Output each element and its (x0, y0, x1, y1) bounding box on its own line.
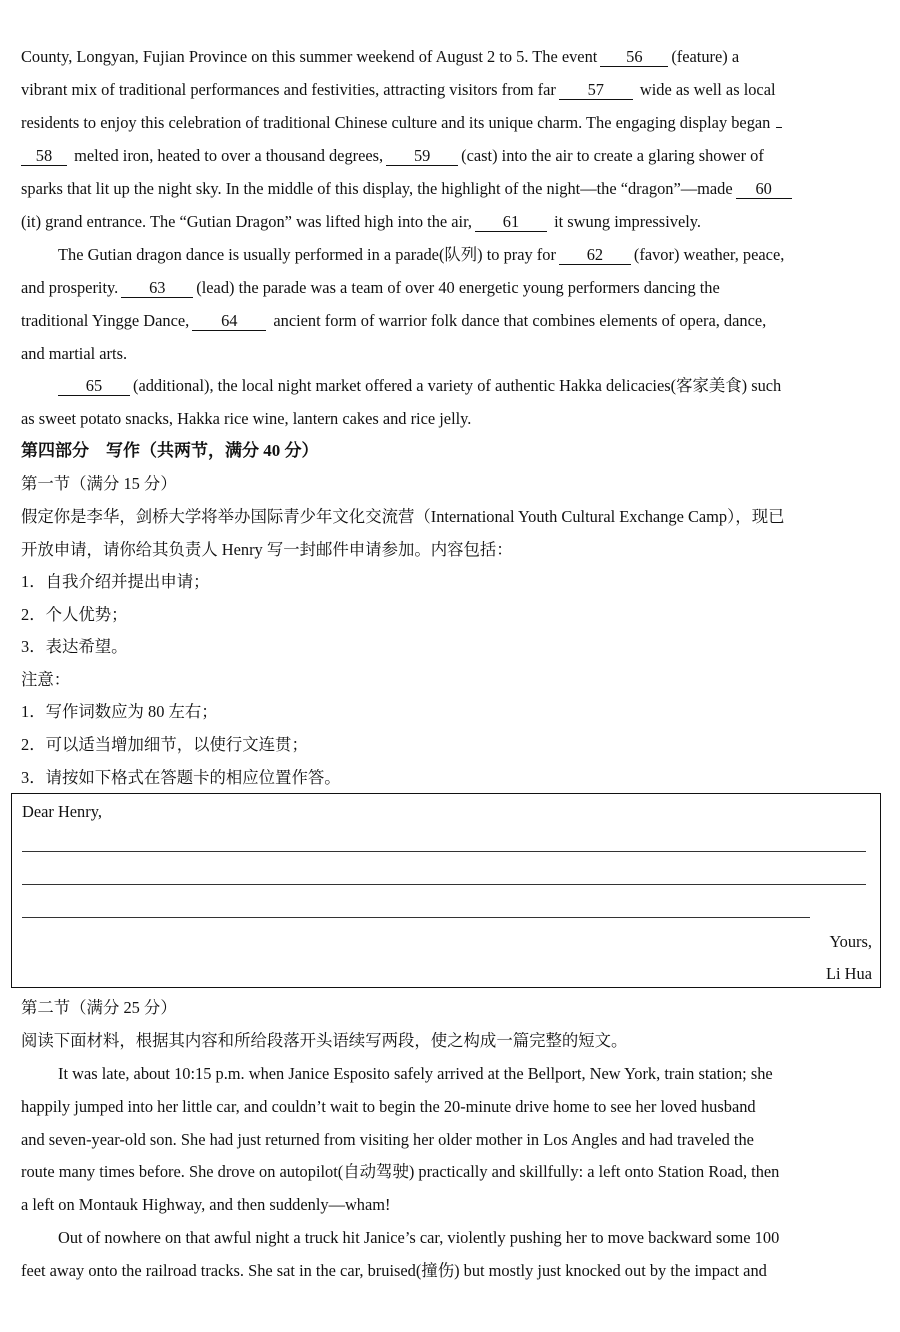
cloze-line-6 (21, 212, 701, 232)
story-line-7: feet away onto the railroad tracks. She sat in the car, bruised(撞伤) but mostly just knocked out by the impact and (21, 1261, 767, 1280)
story-line-6: Out of nowhere on that awful night a truck hit Janice’s car, violently pushing her to move backward some 100 (58, 1228, 780, 1247)
note-label: 注意： (21, 670, 71, 689)
writing-line-3 (22, 917, 810, 918)
blank-59: 59 (386, 147, 458, 166)
content-item-2: 2．个人优势； (21, 605, 128, 624)
note-item-2: 2．可以适当增加细节，以使行文连贯； (21, 735, 308, 754)
story-line-3: and seven-year-old son. She had just returned from visiting her older mother in Los Angles and had traveled the (21, 1130, 754, 1149)
cloze-text: melted iron, heated to over a thousand degrees, (70, 146, 384, 165)
cloze-line-2 (21, 80, 776, 100)
blank-57: 57 (559, 81, 633, 100)
cloze-line-1 (21, 47, 739, 67)
section-1-title: 第一节（满分 15 分） (21, 474, 177, 493)
cloze-line-4 (21, 146, 764, 166)
story-line-2: happily jumped into her little car, and couldn’t wait to begin the 20-minute drive home to see her loved husband (21, 1097, 756, 1116)
part4-heading: 第四部分 写作（共两节，满分 40 分） (21, 441, 319, 460)
story-line-1: It was late, about 10:15 p.m. when Janice Esposito safely arrived at the Bellport, New York, train station; she (58, 1064, 773, 1083)
letter-greeting: Dear Henry, (22, 802, 102, 821)
content-item-1: 1．自我介绍并提出申请； (21, 572, 210, 591)
cloze-text: (lead) the parade was a team of over 40 energetic young performers dancing the (196, 278, 720, 297)
task-prompt-line-2: 开放申请，请你给其负责人 Henry 写一封邮件申请参加。内容包括： (21, 540, 513, 559)
cloze-text: vibrant mix of traditional performances and festivities, attracting visitors from far (21, 80, 556, 99)
blank-64: 64 (192, 312, 266, 331)
cloze-line-8 (21, 278, 720, 298)
cloze-text: and martial arts. (21, 344, 128, 363)
section-2-title: 第二节（满分 25 分） (21, 998, 177, 1017)
story-line-4: route many times before. She drove on autopilot(自动驾驶) practically and skillfully: a left onto Station Road, then (21, 1162, 780, 1181)
cloze-line-7 (58, 245, 784, 265)
cloze-text: County, Longyan, Fujian Province on this summer weekend of August 2 to 5. The event (21, 47, 598, 66)
cloze-line-5 (21, 179, 795, 199)
blank-58-start (776, 113, 782, 128)
cloze-line-10 (21, 344, 127, 364)
cloze-line-12 (21, 409, 471, 429)
cloze-text: it swung impressively. (550, 212, 701, 231)
cloze-line-11 (58, 376, 781, 396)
cloze-line-3 (21, 113, 782, 133)
content-item-3: 3．表达希望。 (21, 637, 128, 656)
cloze-text: wide as well as local (635, 80, 776, 99)
blank-62: 62 (559, 246, 631, 265)
letter-signature: Li Hua (826, 964, 872, 983)
cloze-text: sparks that lit up the night sky. In the middle of this display, the highlight of the night—the “dragon”—made (21, 179, 733, 198)
blank-65: 65 (58, 377, 130, 396)
cloze-text: (cast) into the air to create a glaring shower of (461, 146, 764, 165)
cloze-text: ancient form of warrior folk dance that combines elements of opera, dance, (269, 311, 767, 330)
writing-line-1 (22, 851, 866, 852)
writing-line-2 (22, 884, 866, 885)
blank-58: 58 (21, 147, 67, 166)
task-prompt-line-1: 假定你是李华，剑桥大学将举办国际青少年文化交流营（International Youth Cultural Exchange Camp），现已 (21, 507, 785, 526)
cloze-line-9 (21, 311, 766, 331)
note-item-3: 3．请按如下格式在答题卡的相应位置作答。 (21, 768, 341, 787)
blank-61: 61 (475, 213, 547, 232)
blank-56: 56 (600, 48, 668, 67)
letter-closing: Yours, (829, 932, 872, 951)
cloze-text: (additional), the local night market offered a variety of authentic Hakka delicacies(客家美食) such (133, 376, 782, 395)
cloze-text: and prosperity. (21, 278, 119, 297)
cloze-text: as sweet potato snacks, Hakka rice wine, lantern cakes and rice jelly. (21, 409, 472, 428)
cloze-text: (feature) a (671, 47, 740, 66)
cloze-text: The Gutian dragon dance is usually performed in a parade(队列) to pray for (58, 245, 556, 264)
letter-answer-box (11, 793, 881, 988)
cloze-text: (it) grand entrance. The “Gutian Dragon” was lifted high into the air, (21, 212, 472, 231)
story-line-5: a left on Montauk Highway, and then suddenly—wham! (21, 1195, 391, 1214)
continuation-prompt: 阅读下面材料，根据其内容和所给段落开头语续写两段，使之构成一篇完整的短文。 (21, 1031, 628, 1050)
note-item-1: 1．写作词数应为 80 左右； (21, 702, 218, 721)
cloze-text: (favor) weather, peace, (633, 245, 785, 264)
cloze-text: traditional Yingge Dance, (21, 311, 190, 330)
blank-60: 60 (736, 180, 792, 199)
cloze-text: residents to enjoy this celebration of traditional Chinese culture and its unique charm. The engaging display began (21, 113, 771, 132)
blank-63: 63 (121, 279, 193, 298)
